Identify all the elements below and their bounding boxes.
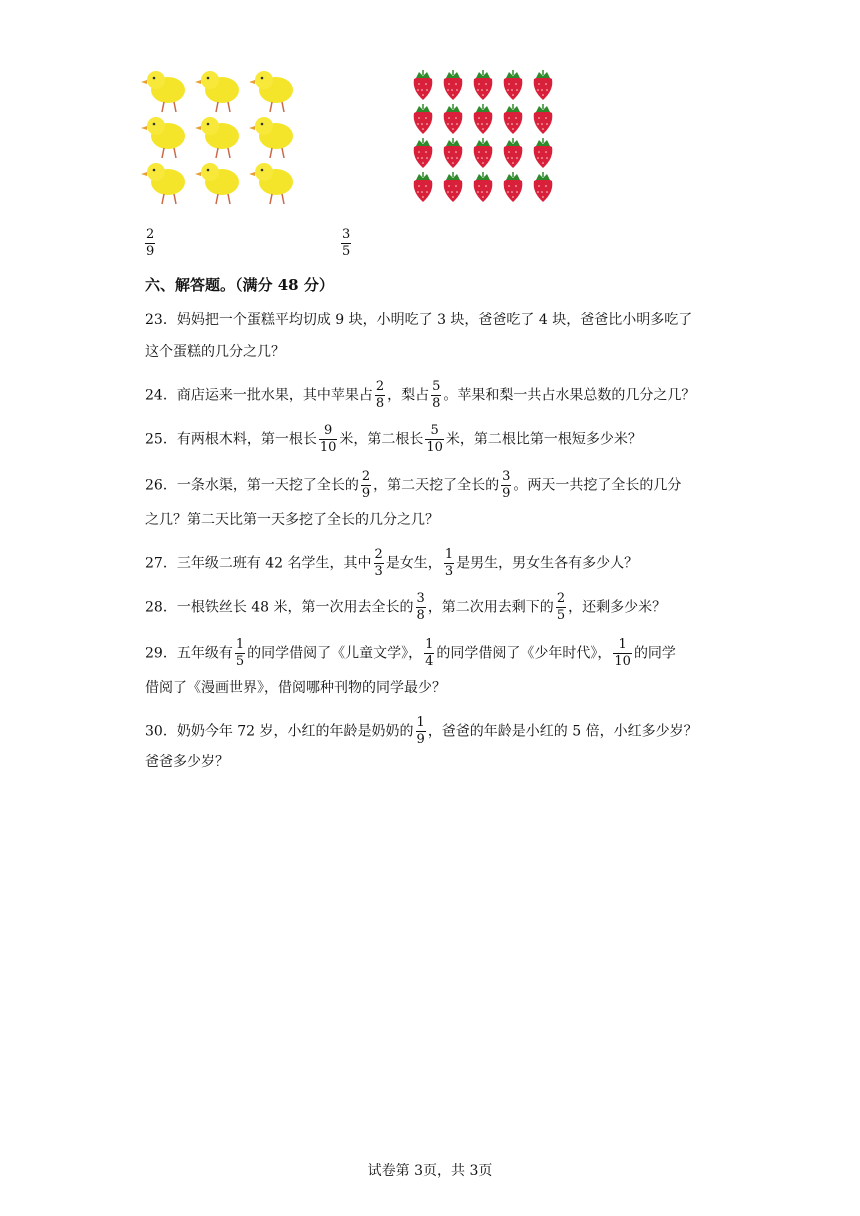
- question-text: 之几？第二天比第一天多挖了全长的几分之几？: [145, 512, 439, 528]
- chick-icon: [249, 117, 293, 158]
- fraction-numerator: 1: [425, 637, 434, 652]
- fraction-numerator: 1: [618, 637, 627, 652]
- fraction-denominator: 10: [426, 440, 443, 455]
- question-26-line2: [145, 510, 725, 530]
- fraction-numerator: 1: [444, 547, 454, 562]
- question-30-line2: [145, 752, 725, 772]
- question-23: [145, 310, 725, 330]
- question-text: 。苹果和梨一共占水果总数的几分之几？: [443, 387, 696, 404]
- chick-icon: [195, 71, 239, 112]
- fraction: [319, 424, 338, 455]
- strawberry-icon: [444, 172, 463, 202]
- section-title: 六、解答题。（满分 48 分）: [145, 276, 334, 294]
- fraction-denominator: 9: [361, 486, 371, 501]
- question-text: 是女生，: [385, 555, 442, 572]
- chick-icon: [249, 163, 293, 204]
- fraction-numerator: 5: [430, 423, 439, 438]
- question-text: 米，第二根比第一根短多少米？: [445, 431, 642, 448]
- question-text: 爸爸多少岁？: [145, 754, 229, 770]
- fraction-numerator: 3: [502, 469, 511, 484]
- fraction-numerator: 1: [235, 637, 245, 652]
- fraction-numerator: 2: [361, 469, 371, 484]
- fraction: [361, 470, 371, 501]
- question-text: 26．一条水渠，第一天挖了全长的: [145, 477, 359, 494]
- fraction-denominator: 5: [235, 654, 245, 669]
- fraction-denominator: 5: [556, 608, 566, 623]
- fraction-denominator: 9: [502, 486, 511, 501]
- question-28: [145, 592, 725, 623]
- strawberry-icon: [534, 104, 553, 134]
- strawberry-icon: [414, 138, 433, 168]
- strawberry-icon: [444, 104, 463, 134]
- fraction-numerator: 2: [374, 547, 383, 562]
- fraction: [374, 548, 384, 579]
- question-text: 的同学借阅了《儿童文学》，: [247, 645, 423, 662]
- question-text: 的同学借阅了《少年时代》，: [436, 645, 612, 662]
- strawberry-icon: [504, 172, 523, 202]
- fraction-denominator: 3: [444, 564, 454, 579]
- fraction-denominator: 10: [319, 440, 337, 455]
- strawberry-icon: [414, 70, 433, 100]
- strawberry-icon: [534, 70, 553, 100]
- question-text: 借阅了《漫画世界》，借阅哪种刊物的同学最少？: [145, 680, 446, 696]
- fraction: [431, 380, 441, 411]
- question-24: [145, 380, 725, 411]
- strawberry-icon: [474, 138, 493, 168]
- fraction-numerator: 2: [146, 227, 155, 242]
- question-text: 30．奶奶今年 72 岁，小红的年龄是奶奶的: [145, 723, 414, 740]
- question-29-line2: [145, 678, 725, 698]
- question-text: 28．一根铁丝长 48 米，第一次用去全长的: [145, 599, 414, 616]
- question-25: [145, 424, 725, 455]
- fraction-denominator: 8: [375, 396, 385, 411]
- question-23-line2: [145, 342, 725, 362]
- caption-right-fraction: [339, 228, 353, 259]
- fraction-denominator: 3: [374, 564, 383, 579]
- chick-icon: [195, 117, 239, 158]
- chick-grid: [140, 68, 300, 208]
- question-text: 29．五年级有: [145, 645, 233, 662]
- strawberry-icon: [504, 104, 523, 134]
- question-text: 。两天一共挖了全长的几分: [513, 477, 682, 494]
- page-footer: 试卷第 3页，共 3页: [367, 1163, 493, 1179]
- question-text: 25．有两根木料，第一根长: [145, 431, 317, 448]
- fraction-numerator: 2: [375, 379, 385, 394]
- fraction: [444, 548, 454, 579]
- strawberry-icon: [474, 172, 493, 202]
- chick-icon: [141, 117, 185, 158]
- strawberry-icon: [474, 104, 493, 134]
- fraction-numerator: 2: [556, 591, 566, 606]
- question-text: 27．三年级二班有 42 名学生，其中: [145, 555, 372, 572]
- question-text: ，梨占: [387, 387, 430, 404]
- fraction: [425, 424, 444, 455]
- fraction-numerator: 3: [342, 227, 351, 242]
- question-text: ，爸爸的年龄是小红的 5 倍，小红多少岁？: [427, 723, 698, 740]
- fraction-denominator: 9: [146, 244, 155, 259]
- question-text: 这个蛋糕的几分之几？: [145, 344, 285, 360]
- fraction: [416, 716, 426, 747]
- chick-icon: [195, 163, 239, 204]
- strawberry-icon: [474, 70, 493, 100]
- question-27: [145, 548, 725, 579]
- fraction-numerator: 9: [323, 423, 333, 438]
- strawberry-icon: [414, 104, 433, 134]
- fraction-denominator: 9: [416, 732, 425, 747]
- question-text: 米，第二根长: [339, 431, 424, 448]
- question-26: [145, 470, 725, 501]
- strawberry-icon: [414, 172, 433, 202]
- question-text: 24．商店运来一批水果，其中苹果占: [145, 387, 373, 404]
- strawberry-icon: [534, 172, 553, 202]
- fraction-numerator: 5: [432, 379, 441, 394]
- question-text: ，第二天挖了全长的: [373, 477, 500, 494]
- fraction: [235, 638, 245, 669]
- fraction: [416, 592, 426, 623]
- question-text: 是男生，男女生各有多少人？: [456, 555, 639, 572]
- fraction: [375, 380, 385, 411]
- fraction: [556, 592, 566, 623]
- strawberry-icon: [444, 138, 463, 168]
- fraction: [501, 470, 511, 501]
- fraction-denominator: 8: [432, 396, 441, 411]
- fraction: [613, 638, 632, 669]
- fraction-denominator: 10: [614, 654, 631, 669]
- question-text: ，第二次用去剩下的: [427, 599, 554, 616]
- fraction-numerator: 1: [416, 715, 425, 730]
- strawberry-icon: [504, 70, 523, 100]
- question-text: ，还剩多少米？: [568, 599, 667, 616]
- strawberry-icon: [444, 70, 463, 100]
- strawberry-grid: [408, 70, 558, 210]
- chick-icon: [249, 71, 293, 112]
- fraction-denominator: 5: [342, 244, 351, 259]
- question-30: [145, 716, 725, 747]
- strawberry-icon: [504, 138, 523, 168]
- strawberry-icon: [534, 138, 553, 168]
- chick-icon: [141, 71, 185, 112]
- question-text: 的同学: [633, 645, 676, 662]
- fraction-denominator: 4: [425, 654, 434, 669]
- question-text: 23．妈妈把一个蛋糕平均切成 9 块，小明吃了 3 块，爸爸吃了 4 块，爸爸比小明多吃了: [145, 312, 693, 328]
- question-29: [145, 638, 725, 669]
- fraction-numerator: 3: [416, 591, 425, 606]
- fraction-denominator: 8: [416, 608, 425, 623]
- chick-icon: [141, 163, 185, 204]
- caption-left-fraction: [143, 228, 157, 259]
- fraction: [424, 638, 434, 669]
